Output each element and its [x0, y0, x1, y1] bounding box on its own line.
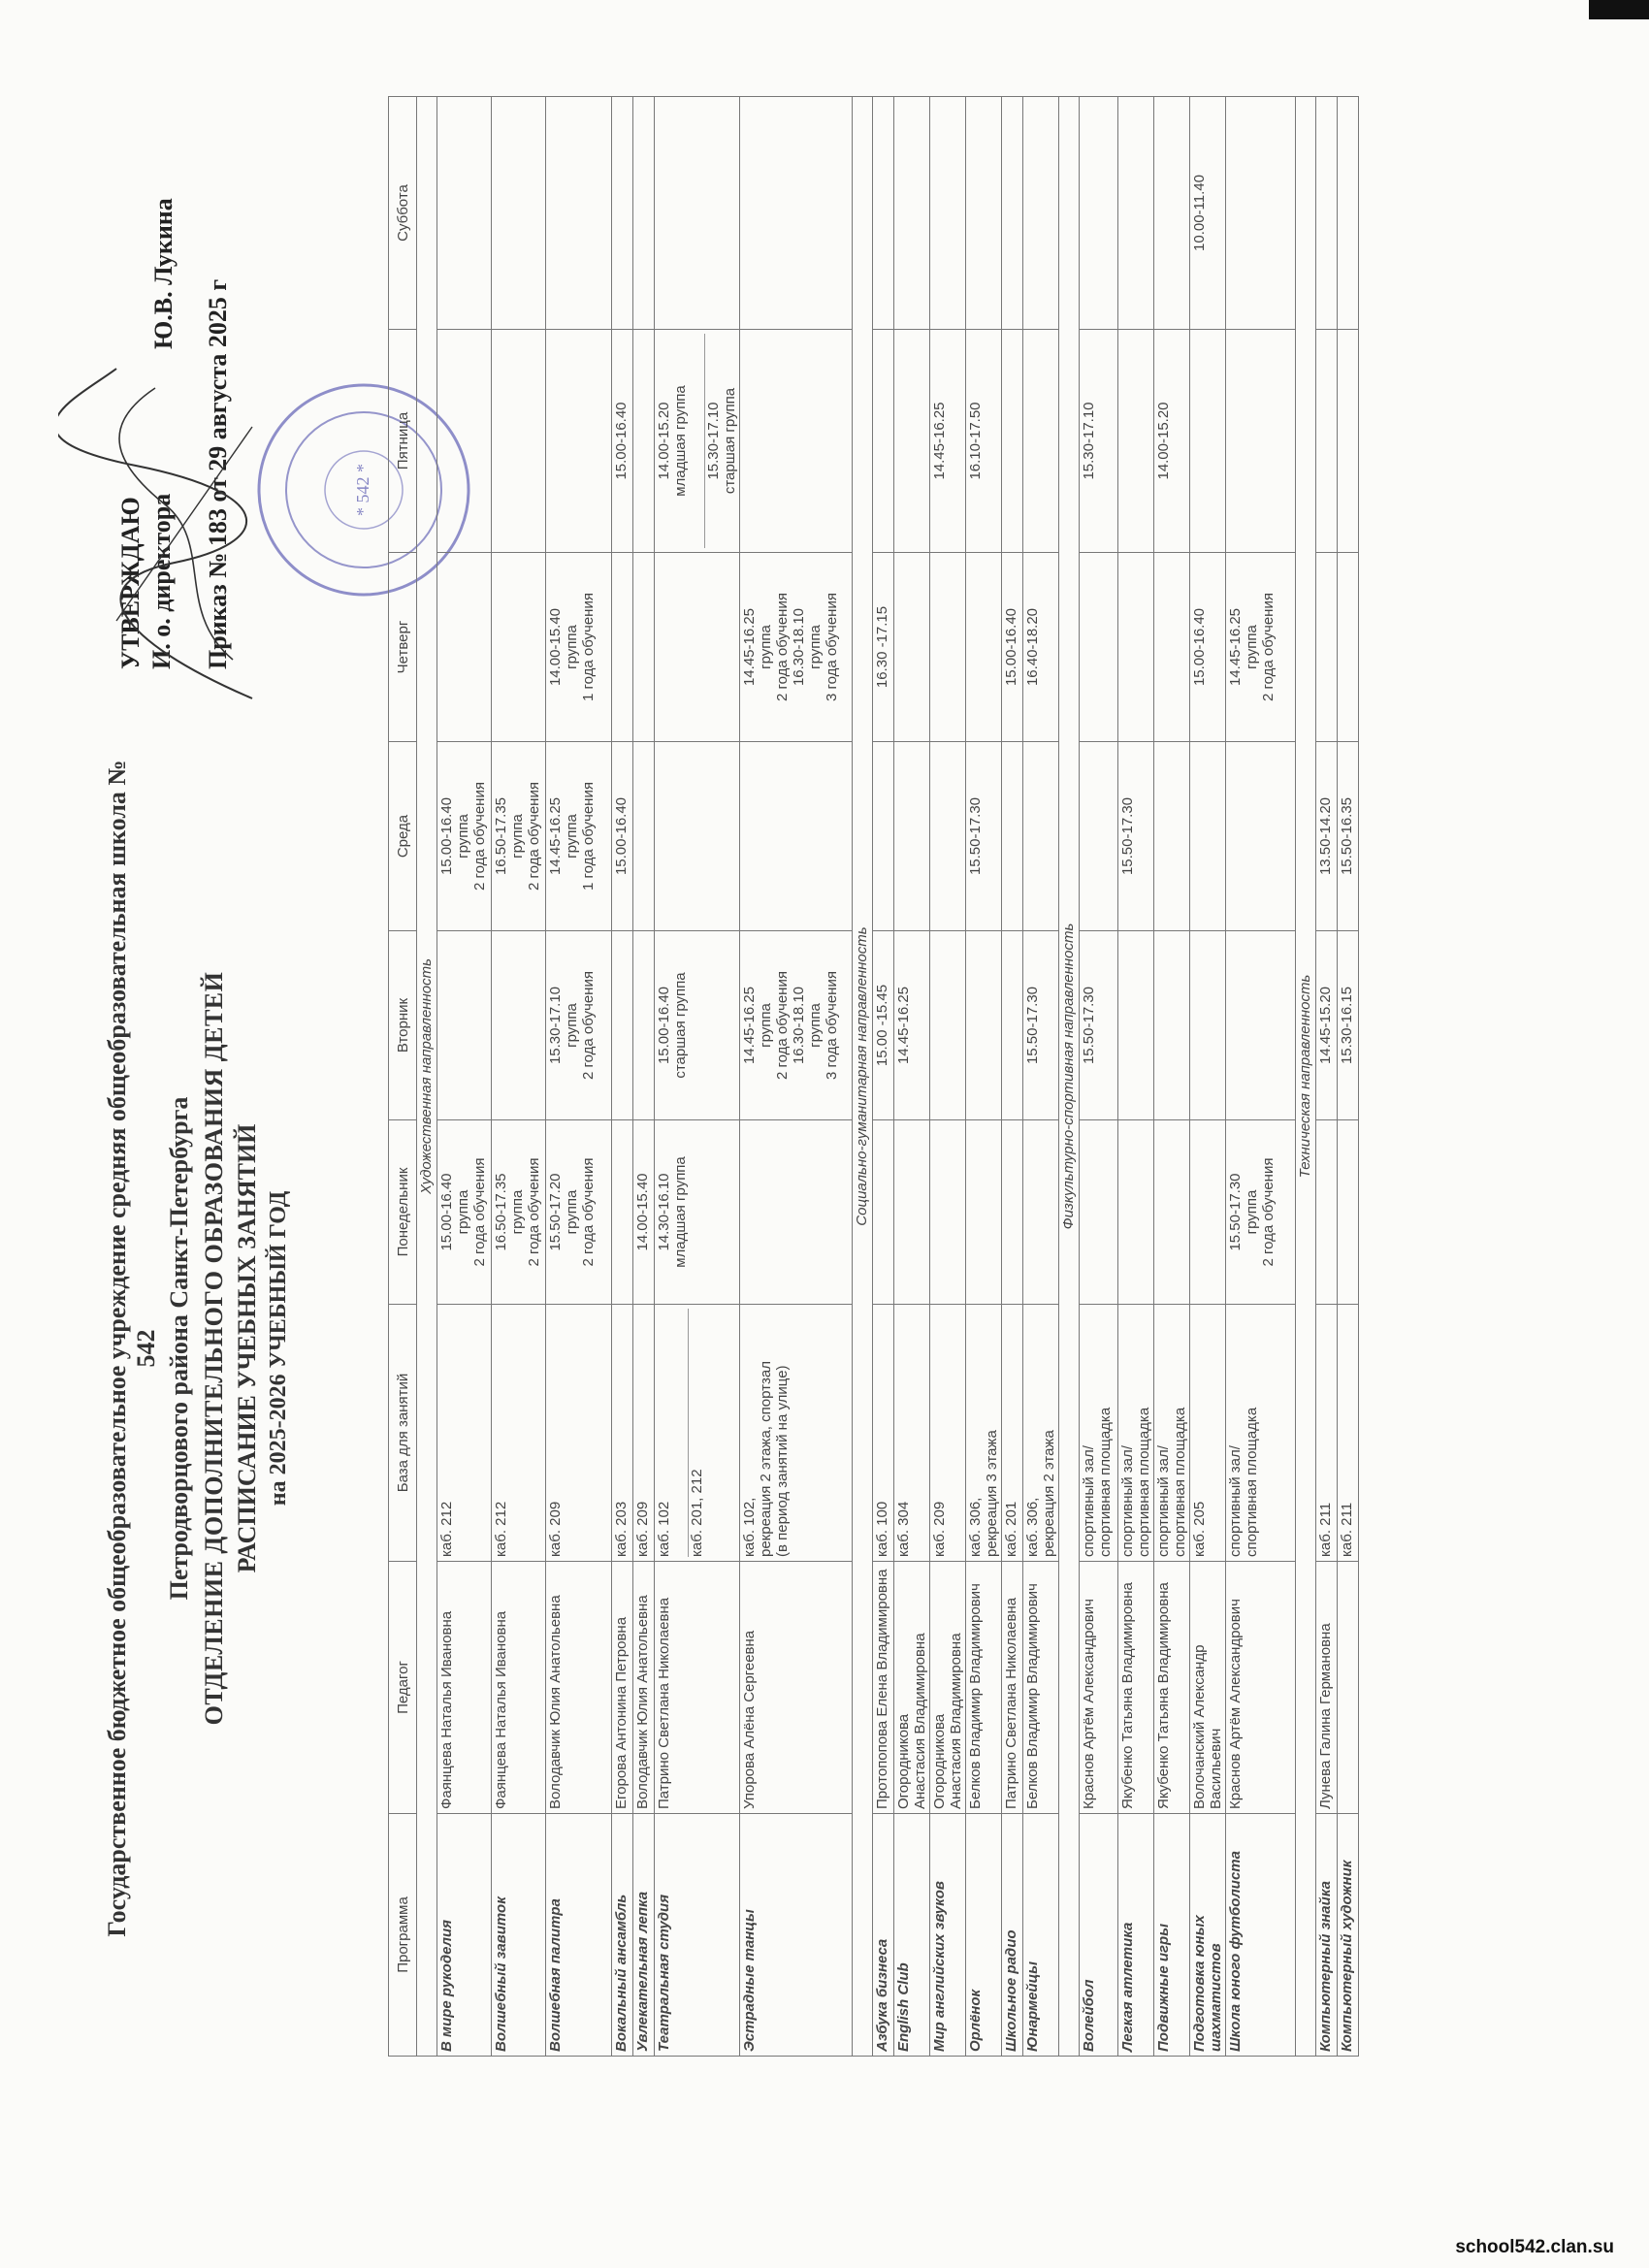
cell-base: каб. 209	[930, 1305, 966, 1562]
section-title: Социально-гуманитарная направленность	[853, 97, 873, 2057]
table-row	[492, 97, 546, 2057]
table-row	[1338, 97, 1359, 2057]
cell-teacher: Фаянцева Наталья Ивановна	[437, 1562, 492, 1814]
cell-wednesday	[655, 742, 740, 931]
cell-wednesday	[930, 742, 966, 931]
cell-base: каб. 306, рекреация 2 этажа	[1023, 1305, 1059, 1562]
cell-base: каб. 212	[492, 1305, 546, 1562]
cell-program: Эстрадные танцы	[740, 1814, 853, 2057]
cell-teacher	[1338, 1562, 1359, 1814]
cell-thursday	[1118, 553, 1154, 742]
cell-monday	[612, 1120, 633, 1305]
cell-program: Волейбол	[1080, 1814, 1118, 2057]
cell-monday	[1080, 1120, 1118, 1305]
cell-tuesday	[1190, 931, 1226, 1120]
rotated-document	[97, 78, 1571, 2057]
cell-program: Легкая атлетика	[1118, 1814, 1154, 2057]
cell-thursday: 16.40-18.20	[1023, 553, 1059, 742]
cell-teacher: Огородникова Анастасия Владимировна	[930, 1562, 966, 1814]
cell-friday: 16.10-17.50	[966, 330, 1002, 553]
cell-saturday	[740, 97, 853, 330]
table-row	[930, 97, 966, 2057]
cell-thursday: 14.00-15.40 группа 1 года обучения	[546, 553, 612, 742]
cell-teacher: Патрино Светлана Николаевна	[1002, 1562, 1023, 1814]
col-base: База для занятий	[389, 1305, 417, 1562]
cell-wednesday	[1226, 742, 1296, 931]
cell-tuesday	[1226, 931, 1296, 1120]
cell-tuesday: 14.45-16.25	[894, 931, 930, 1120]
cell-line: 15.30-17.10 старшая группа	[704, 334, 738, 548]
cell-teacher: Якубенко Татьяна Владимировна	[1118, 1562, 1154, 1814]
cell-program: Мир английских звуков	[930, 1814, 966, 2057]
cell-wednesday	[1190, 742, 1226, 931]
cell-saturday	[966, 97, 1002, 330]
cell-teacher: Протопопова Елена Владимировна	[873, 1562, 894, 1814]
cell-wednesday	[1154, 742, 1190, 931]
cell-program: Школа юного футболиста	[1226, 1814, 1296, 2057]
approve-order: Приказ № 183 от 29 августа 2025 г	[204, 278, 232, 669]
cell-friday	[546, 330, 612, 553]
organization-block	[97, 747, 292, 1950]
svg-text:* 542 *: * 542 *	[353, 464, 372, 516]
section-row	[1296, 97, 1316, 2057]
cell-program: Школьное радио	[1002, 1814, 1023, 2057]
cell-line: каб. 201, 212	[688, 1309, 705, 1557]
cell-program: Азбука бизнеса	[873, 1814, 894, 2057]
cell-saturday	[1023, 97, 1059, 330]
cell-thursday	[930, 553, 966, 742]
cell-wednesday: 16.50-17.35 группа 2 года обучения	[492, 742, 546, 931]
section-row	[1059, 97, 1080, 2057]
cell-monday	[1023, 1120, 1059, 1305]
cell-saturday	[633, 97, 655, 330]
cell-friday	[1190, 330, 1226, 553]
cell-base: каб. 203	[612, 1305, 633, 1562]
cell-thursday	[437, 553, 492, 742]
site-watermark: school542.clan.su	[1455, 2237, 1614, 2257]
cell-tuesday: 15.50-17.30	[1080, 931, 1118, 1120]
cell-monday	[1338, 1120, 1359, 1305]
cell-thursday	[612, 553, 633, 742]
cell-monday: 15.50-17.20 группа 2 года обучения	[546, 1120, 612, 1305]
cell-tuesday: 15.30-17.10 группа 2 года обучения	[546, 931, 612, 1120]
cell-wednesday	[1023, 742, 1059, 931]
cell-friday	[873, 330, 894, 553]
cell-saturday	[492, 97, 546, 330]
cell-monday	[1190, 1120, 1226, 1305]
cell-monday	[1002, 1120, 1023, 1305]
table-row	[894, 97, 930, 2057]
cell-tuesday	[1154, 931, 1190, 1120]
cell-friday	[1002, 330, 1023, 553]
cell-saturday	[1118, 97, 1154, 330]
cell-friday	[894, 330, 930, 553]
cell-base: каб. 209	[546, 1305, 612, 1562]
cell-monday	[1154, 1120, 1190, 1305]
section-title: Художественная направленность	[417, 97, 437, 2057]
cell-program: Подготовка юных шахматистов	[1190, 1814, 1226, 2057]
scan-corner-mark	[1589, 0, 1649, 19]
cell-thursday	[1080, 553, 1118, 742]
cell-base: каб. 102, рекреация 2 этажа, спортзал (в период занятий на улице)	[740, 1305, 853, 1562]
cell-program: Юнармейцы	[1023, 1814, 1059, 2057]
cell-wednesday: 15.50-16.35	[1338, 742, 1359, 931]
cell-teacher: Белков Владимир Владимирович	[966, 1562, 1002, 1814]
cell-saturday	[894, 97, 930, 330]
cell-wednesday	[633, 742, 655, 931]
table-row	[437, 97, 492, 2057]
cell-thursday: 15.00-16.40	[1190, 553, 1226, 742]
cell-tuesday: 15.30-16.15	[1338, 931, 1359, 1120]
cell-tuesday: 15.00 -15.45	[873, 931, 894, 1120]
cell-teacher: Огородникова Анастасия Владимировна	[894, 1562, 930, 1814]
cell-friday: 15.00-16.40	[612, 330, 633, 553]
cell-base: каб. 201	[1002, 1305, 1023, 1562]
cell-base: каб. 205	[1190, 1305, 1226, 1562]
approve-name: Ю.В. Лукина	[149, 198, 178, 349]
cell-monday: 14.00-15.40	[633, 1120, 655, 1305]
cell-friday	[1118, 330, 1154, 553]
cell-wednesday: 15.00-16.40	[612, 742, 633, 931]
cell-program: Театральная студия	[655, 1814, 740, 2057]
table-row	[1154, 97, 1190, 2057]
department-title: ОТДЕЛЕНИЕ ДОПОЛНИТЕЛЬНОГО ОБРАЗОВАНИЯ ДЕТЕЙ	[200, 971, 228, 1726]
cell-program: Компьютерный знайка	[1316, 1814, 1338, 2057]
cell-saturday	[546, 97, 612, 330]
table-row	[1002, 97, 1023, 2057]
cell-saturday	[1226, 97, 1296, 330]
cell-tuesday	[1002, 931, 1023, 1120]
cell-friday: 14.45-16.25	[930, 330, 966, 553]
approve-role: И. о. директора	[147, 493, 176, 669]
cell-base: каб. 100	[873, 1305, 894, 1562]
cell-thursday	[894, 553, 930, 742]
cell-line: каб. 102	[656, 1501, 672, 1557]
cell-teacher: Упорова Алёна Сергеевна	[740, 1562, 853, 1814]
cell-thursday	[966, 553, 1002, 742]
cell-saturday	[612, 97, 633, 330]
cell-tuesday	[1118, 931, 1154, 1120]
section-title: Физкультурно-спортивная направленность	[1059, 97, 1080, 2057]
cell-saturday	[1002, 97, 1023, 330]
table-row	[612, 97, 633, 2057]
org-district: Петродворцового района Санкт-Петербурга	[165, 1096, 193, 1601]
cell-thursday: 15.00-16.40	[1002, 553, 1023, 742]
cell-teacher: Володавчик Юлия Анатольевна	[633, 1562, 655, 1814]
cell-teacher: Патрино Светлана Николаевна	[655, 1562, 740, 1814]
cell-thursday	[1338, 553, 1359, 742]
cell-teacher: Якубенко Татьяна Владимировна	[1154, 1562, 1190, 1814]
cell-saturday	[873, 97, 894, 330]
cell-saturday	[437, 97, 492, 330]
cell-thursday	[492, 553, 546, 742]
cell-wednesday: 15.50-17.30	[1118, 742, 1154, 931]
section-title: Техническая направленность	[1296, 97, 1316, 2057]
cell-monday	[1118, 1120, 1154, 1305]
cell-tuesday	[492, 931, 546, 1120]
cell-program: Увлекательная лепка	[633, 1814, 655, 2057]
school-year: на 2025-2026 УЧЕБНЫЙ ГОД	[266, 1190, 291, 1507]
cell-teacher: Краснов Артём Александрович	[1080, 1562, 1118, 1814]
schedule-table	[388, 96, 1359, 2057]
table-row	[633, 97, 655, 2057]
cell-base: каб. 304	[894, 1305, 930, 1562]
cell-teacher: Лунева Галина Германовна	[1316, 1562, 1338, 1814]
header-row	[389, 97, 417, 2057]
cell-friday	[740, 330, 853, 553]
cell-monday: 15.50-17.30 группа 2 года обучения	[1226, 1120, 1296, 1305]
cell-thursday: 14.45-16.25 группа 2 года обучения	[1226, 553, 1296, 742]
cell-monday	[1316, 1120, 1338, 1305]
cell-teacher: Володавчик Юлия Анатольевна	[546, 1562, 612, 1814]
cell-wednesday	[873, 742, 894, 931]
table-row	[966, 97, 1002, 2057]
org-name: Государственное бюджетное общеобразовательное учреждение средняя общеобразовательная школа № 542	[103, 760, 160, 1937]
cell-wednesday	[1002, 742, 1023, 931]
cell-thursday: 16.30 -17.15	[873, 553, 894, 742]
cell-thursday	[633, 553, 655, 742]
col-saturday: Суббота	[389, 97, 417, 330]
cell-base: спортивный зал/ спортивная площадка	[1080, 1305, 1118, 1562]
table-row	[740, 97, 853, 2057]
cell-monday	[966, 1120, 1002, 1305]
col-monday: Понедельник	[389, 1120, 417, 1305]
cell-wednesday	[894, 742, 930, 931]
cell-wednesday: 15.00-16.40 группа 2 года обучения	[437, 742, 492, 931]
cell-friday	[492, 330, 546, 553]
table-row	[1190, 97, 1226, 2057]
cell-program: Волшебный завиток	[492, 1814, 546, 2057]
cell-friday	[655, 330, 740, 553]
cell-tuesday: 15.00-16.40 старшая группа	[655, 931, 740, 1120]
cell-teacher: Егорова Антонина Петровна	[612, 1562, 633, 1814]
cell-thursday: 14.45-16.25 группа 2 года обучения 16.30-18.10 группа 3 года обучения	[740, 553, 853, 742]
cell-base: спортивный зал/ спортивная площадка	[1154, 1305, 1190, 1562]
cell-teacher: Фаянцева Наталья Ивановна	[492, 1562, 546, 1814]
cell-monday: 16.50-17.35 группа 2 года обучения	[492, 1120, 546, 1305]
cell-friday	[1316, 330, 1338, 553]
cell-monday: 15.00-16.40 группа 2 года обучения	[437, 1120, 492, 1305]
cell-program: В мире рукоделия	[437, 1814, 492, 2057]
cell-base: каб. 212	[437, 1305, 492, 1562]
table-row	[873, 97, 894, 2057]
cell-tuesday	[930, 931, 966, 1120]
cell-program: Подвижные игры	[1154, 1814, 1190, 2057]
cell-monday	[740, 1120, 853, 1305]
cell-saturday: 10.00-11.40	[1190, 97, 1226, 330]
col-program: Программа	[389, 1814, 417, 2057]
cell-program: Вокальный ансамбль	[612, 1814, 633, 2057]
schedule-title: РАСПИСАНИЕ УЧЕБНЫХ ЗАНЯТИЙ	[233, 1123, 261, 1573]
cell-saturday	[930, 97, 966, 330]
cell-friday: 15.30-17.10	[1080, 330, 1118, 553]
section-row	[853, 97, 873, 2057]
cell-monday: 14.30-16.10 младшая группа	[655, 1120, 740, 1305]
cell-wednesday: 15.50-17.30	[966, 742, 1002, 931]
cell-friday	[1338, 330, 1359, 553]
cell-tuesday	[633, 931, 655, 1120]
table-row	[1080, 97, 1118, 2057]
cell-monday	[873, 1120, 894, 1305]
section-row	[417, 97, 437, 2057]
cell-tuesday: 14.45-16.25 группа 2 года обучения 16.30-18.10 группа 3 года обучения	[740, 931, 853, 1120]
cell-friday	[633, 330, 655, 553]
col-thursday: Четверг	[389, 553, 417, 742]
cell-saturday	[1080, 97, 1118, 330]
table-row	[1023, 97, 1059, 2057]
cell-program: English Club	[894, 1814, 930, 2057]
cell-thursday	[1316, 553, 1338, 742]
cell-tuesday: 14.45-15.20	[1316, 931, 1338, 1120]
cell-monday	[930, 1120, 966, 1305]
cell-program: Компьютерный художник	[1338, 1814, 1359, 2057]
cell-wednesday	[1080, 742, 1118, 931]
col-teacher: Педагог	[389, 1562, 417, 1814]
cell-saturday	[1154, 97, 1190, 330]
table-row	[546, 97, 612, 2057]
document-header	[97, 78, 372, 2057]
cell-wednesday: 13.50-14.20	[1316, 742, 1338, 931]
col-friday: Пятница	[389, 330, 417, 553]
col-wednesday: Среда	[389, 742, 417, 931]
cell-monday	[894, 1120, 930, 1305]
cell-wednesday: 14.45-16.25 группа 1 года обучения	[546, 742, 612, 931]
cell-teacher: Белков Владимир Владимирович	[1023, 1562, 1059, 1814]
table-row	[1316, 97, 1338, 2057]
cell-tuesday: 15.50-17.30	[1023, 931, 1059, 1120]
cell-base	[655, 1305, 740, 1562]
cell-base: каб. 306, рекреация 3 этажа	[966, 1305, 1002, 1562]
approve-title: УТВЕРЖДАЮ	[116, 497, 145, 669]
table-row	[655, 97, 740, 2057]
col-tuesday: Вторник	[389, 931, 417, 1120]
cell-teacher: Волочанский Александр Васильевич	[1190, 1562, 1226, 1814]
cell-friday	[1023, 330, 1059, 553]
cell-saturday	[1316, 97, 1338, 330]
cell-base: спортивный зал/ спортивная площадка	[1226, 1305, 1296, 1562]
cell-program: Волшебная палитра	[546, 1814, 612, 2057]
cell-thursday	[1154, 553, 1190, 742]
cell-friday: 14.00-15.20	[1154, 330, 1190, 553]
table-row	[1226, 97, 1296, 2057]
cell-tuesday	[966, 931, 1002, 1120]
cell-tuesday	[612, 931, 633, 1120]
cell-base: каб. 209	[633, 1305, 655, 1562]
cell-saturday	[1338, 97, 1359, 330]
cell-saturday	[655, 97, 740, 330]
cell-teacher: Краснов Артём Александрович	[1226, 1562, 1296, 1814]
cell-base: спортивный зал/ спортивная площадка	[1118, 1305, 1154, 1562]
cell-wednesday	[740, 742, 853, 931]
cell-base: каб. 211	[1316, 1305, 1338, 1562]
cell-friday	[1226, 330, 1296, 553]
cell-thursday	[655, 553, 740, 742]
table-row	[1118, 97, 1154, 2057]
cell-program: Орлёнок	[966, 1814, 1002, 2057]
cell-friday	[437, 330, 492, 553]
cell-line: 14.00-15.20 младшая группа	[656, 385, 689, 497]
cell-base: каб. 211	[1338, 1305, 1359, 1562]
cell-tuesday	[437, 931, 492, 1120]
